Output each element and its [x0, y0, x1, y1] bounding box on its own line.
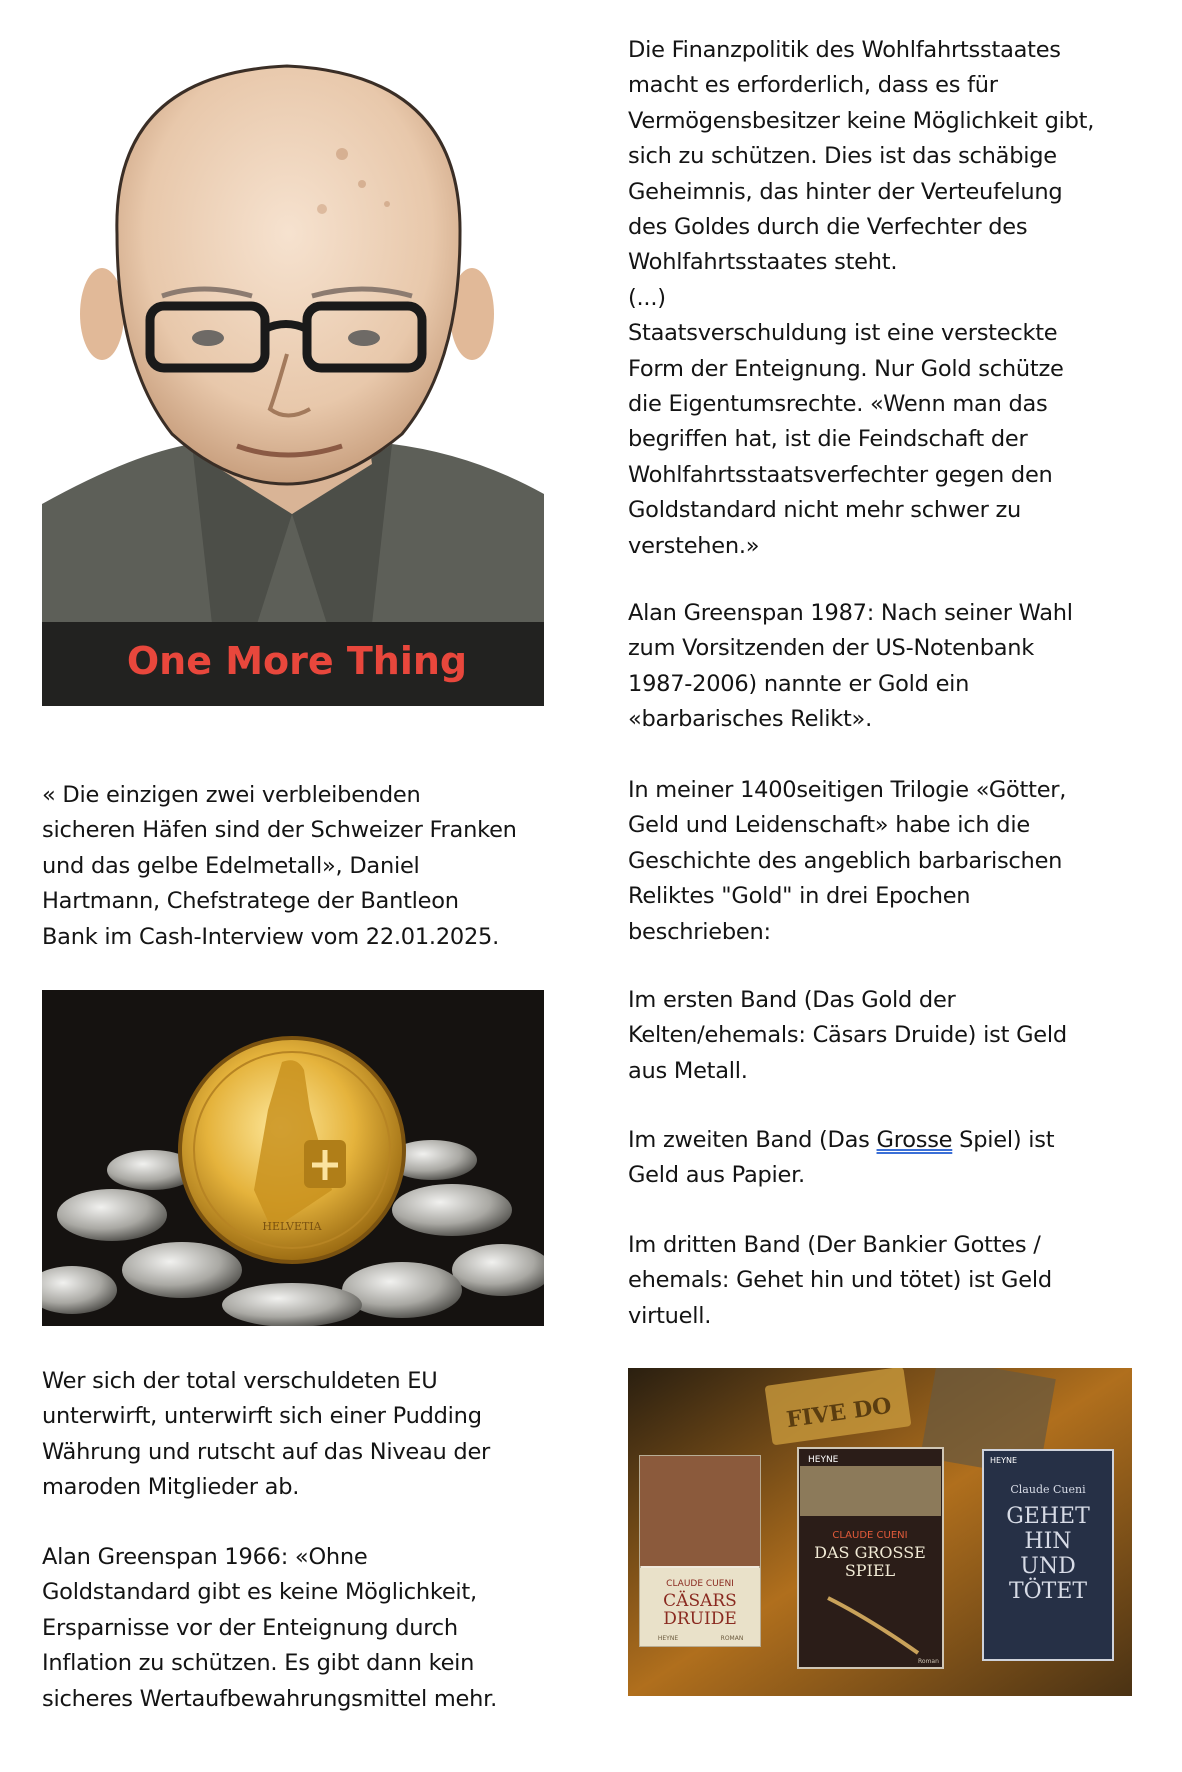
book1-imprint: HEYNE [657, 1635, 679, 1642]
book-das-grosse-spiel [798, 1448, 943, 1668]
coin-text: HELVETIA [262, 1220, 322, 1233]
portrait-image [42, 34, 544, 706]
book2-publisher: HEYNE [808, 1455, 839, 1465]
backdrop-text: FIVE DO [784, 1392, 894, 1434]
book2-title-2: SPIEL [844, 1561, 896, 1580]
books-illustration [628, 1368, 1132, 1696]
quote-hartmann: « Die einzigen zwei verbleibenden sicheren Häfen sind der Schweizer Franken und das gelbe Edelmetall», Daniel Hartmann, Chefstratege der Bantleon Bank im Cash-Interview vom 22.01.2025. [42, 782, 517, 950]
band2-before: Im zweiten Band (Das [628, 1127, 877, 1153]
book2-genre: Roman [918, 1658, 939, 1665]
book3-author: Claude Cueni [1010, 1483, 1086, 1496]
band2-after: Spiel) ist Geld aus Papier. [628, 1127, 1055, 1189]
band1-paragraph: Im ersten Band (Das Gold der Kelten/ehemals: Cäsars Druide) ist Geld aus Metall. [628, 987, 1067, 1084]
book-gehet-hin-und-totet [983, 1450, 1113, 1660]
book3-title-4: TÖTET [1008, 1579, 1088, 1604]
book2-title-1: DAS GROSSE [814, 1543, 926, 1562]
book3-title-1: GEHET [1006, 1504, 1090, 1529]
trilogy-paragraph: In meiner 1400seitigen Trilogie «Götter, Geld und Leidenschaft» habe ich die Geschichte des angeblich barbarischen Reliktes "Gold" in drei Epochen beschrieben: [628, 777, 1067, 945]
book-casars-druide [640, 1456, 760, 1646]
band2-paragraph [628, 1123, 1148, 1194]
greenspan-1966: Alan Greenspan 1966: «Ohne Goldstandard gibt es keine Möglichkeit, Ersparnisse vor der Enteignung durch Inflation zu schützen. Es gibt dann kein sicheres Wertaufbewahrungsmittel mehr. [42, 1544, 498, 1712]
greenspan-1987: Alan Greenspan 1987: Nach seiner Wahl zum Vorsitzenden der US-Notenbank 1987-2006) nannte er Gold ein «barbarisches Relikt». [628, 600, 1073, 733]
book3-title-2: HIN [1024, 1529, 1072, 1554]
book1-author: CLAUDE CUENI [666, 1579, 734, 1589]
book3-title-3: UND [1020, 1554, 1076, 1579]
book1-genre: ROMAN [720, 1635, 744, 1642]
coin-image [42, 990, 544, 1326]
book1-title-2: DRUIDE [663, 1609, 737, 1629]
band3-paragraph: Im dritten Band (Der Bankier Gottes / ehemals: Gehet hin und tötet) ist Geld virtuell. [628, 1232, 1052, 1329]
books-image [628, 1368, 1132, 1696]
book1-title-1: CÄSARS [663, 1591, 737, 1611]
band2-underlined-word: Grosse [876, 1127, 953, 1153]
eu-paragraph: Wer sich der total verschuldeten EU unterwirft, unterwirft sich einer Pudding Währung und rutscht auf das Niveau der maroden Mitglieder ab. [42, 1368, 491, 1501]
coin-illustration [42, 990, 544, 1326]
book2-author: CLAUDE CUENI [832, 1530, 908, 1541]
right-block-1: Die Finanzpolitik des Wohlfahrtsstaates macht es erforderlich, dass es für Vermögensbesitzer keine Möglichkeit gibt, sich zu schützen. Dies ist das schäbige Geheimnis, das hinter der Verteufelung des Goldes durch die Verfechter des Wohlfahrtsstaates steht. (...) Staatsverschuldung ist eine versteckte Form der Enteignung. Nur Gold schütze die Eigentumsrechte. «Wenn man das begriffen hat, ist die Feindschaft der Wohlfahrtsstaatsverfechter gegen den Goldstandard nicht mehr schwer zu verstehen.» [628, 37, 1095, 559]
banner-caption: One More Thing [126, 639, 468, 683]
book3-publisher: HEYNE [990, 1456, 1017, 1465]
portrait-illustration [42, 34, 544, 706]
